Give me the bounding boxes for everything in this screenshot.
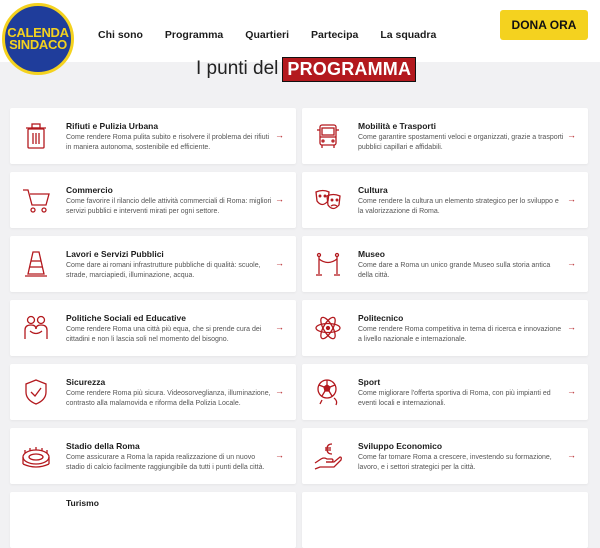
arrow-right-icon: → [567,450,576,460]
program-card-turismo[interactable] [10,492,296,548]
card-description: Come garantire spostamenti veloci e organizzati, grazie a trasporti pubblici capillari e affidabili. [358,134,564,151]
card-description: Come rendere Roma competitiva in tema di ricerca e innovazione a livello nazionale e internazionale. [358,326,562,343]
title-highlight: PROGRAMMA [282,57,416,82]
card-title: Cultura [358,185,388,195]
card-description: Come far tornare Roma a crescere, investendo su formazione, lavoro, e i settori strategici per la città. [358,454,552,471]
bus-icon [312,120,344,152]
card-description: Come migliorare l'offerta sportiva di Roma, con più impianti ed eventi locali e internazionali. [358,390,551,407]
nav-programma[interactable]: Programma [164,29,224,41]
card-title: Politiche Sociali ed Educative [66,313,186,323]
arrow-right-icon: → [275,322,284,332]
site-header [0,0,600,62]
card-description: Come dare a Roma un unico grande Museo sulla storia antica della città. [358,262,551,279]
card-title: Politecnico [358,313,404,323]
program-card-stadio[interactable] [10,428,296,484]
card-title: Sviluppo Economico [358,441,443,451]
program-card-sport[interactable] [302,364,588,420]
card-title: Mobilità e Trasporti [358,121,436,131]
card-description: Come assicurare a Roma la rapida realizzazione di un nuovo stadio di calcio facilmente raggiungibile da tutti i punti della città. [66,454,265,471]
arrow-right-icon: → [567,258,576,268]
nav-chi-sono[interactable]: Chi sono [98,29,143,41]
nav-quartieri[interactable]: Quartieri [245,29,290,41]
stadium-icon [20,440,52,472]
card-description: Come rendere la cultura un elemento strategico per lo sviluppo e la valorizzazione di Roma. [358,198,559,215]
soccer-ball-icon [312,376,344,408]
traffic-cone-icon [20,248,52,280]
page-title [196,57,416,81]
program-card-sicurezza[interactable] [10,364,296,420]
theater-masks-icon [312,184,344,216]
card-title: Commercio [66,185,113,195]
nav-la-squadra[interactable]: La squadra [380,29,437,41]
program-card-sviluppo-economico[interactable] [302,428,588,484]
title-plain: I punti del [196,58,279,79]
card-title: Sicurezza [66,377,106,387]
program-card-mobilita[interactable] [302,108,588,164]
arrow-right-icon: → [275,194,284,204]
arrow-right-icon: → [275,450,284,460]
card-description: Come rendere Roma pulita subito e risolvere il problema dei rifiuti in maniera autonoma, sostenibile ed efficiente. [66,134,270,151]
trash-bin-icon [20,120,52,152]
arrow-right-icon: → [567,386,576,396]
program-card-politiche-sociali[interactable] [10,300,296,356]
main-nav [98,29,436,41]
program-card-rifiuti[interactable] [10,108,296,164]
card-title: Stadio della Roma [66,441,140,451]
program-card-museo[interactable] [302,236,588,292]
program-grid [0,100,600,508]
nav-partecipa[interactable]: Partecipa [311,29,359,41]
shield-check-icon [20,376,52,408]
euro-hand-icon [312,440,344,472]
arrow-right-icon: → [275,258,284,268]
arrow-right-icon: → [275,386,284,396]
card-description: Come dare ai romani infrastrutture pubbliche di qualità: scuole, strade, marciapiedi, illuminazione, acqua. [66,262,261,279]
arrow-right-icon: → [567,130,576,140]
card-description: Come rendere Roma una città più equa, che si prende cura dei cittadini e non li lascia soli nel momento del bisogno. [66,326,262,343]
logo-line-1: CALENDA [7,25,69,40]
people-hug-icon [20,312,52,344]
card-title: Museo [358,249,385,259]
card-title: Turismo [66,498,99,508]
calenda-sindaco-logo[interactable] [2,3,74,75]
program-card-commercio[interactable] [10,172,296,228]
arrow-right-icon: → [567,194,576,204]
program-card-cultura[interactable] [302,172,588,228]
arrow-right-icon: → [275,130,284,140]
card-title: Rifiuti e Pulizia Urbana [66,121,159,131]
card-title: Lavori e Servizi Pubblici [66,249,164,259]
shopping-cart-icon [20,184,52,216]
museum-barrier-icon [312,248,344,280]
card-title: Sport [358,377,381,387]
program-card-next[interactable] [302,492,588,548]
atom-icon [312,312,344,344]
arrow-right-icon: → [567,322,576,332]
donate-button[interactable]: DONA ORA [500,10,588,40]
card-description: Come favorire il rilancio delle attività commerciali di Roma: migliori servizi pubblici e interventi mirati per ogni settore. [66,198,272,215]
program-card-politecnico[interactable] [302,300,588,356]
logo-line-2: SINDACO [9,37,67,52]
program-card-lavori[interactable] [10,236,296,292]
card-description: Come rendere Roma più sicura. Videosorveglianza, illuminazione, contrasto alla malamovida e riforma della Polizia Locale. [66,390,271,407]
